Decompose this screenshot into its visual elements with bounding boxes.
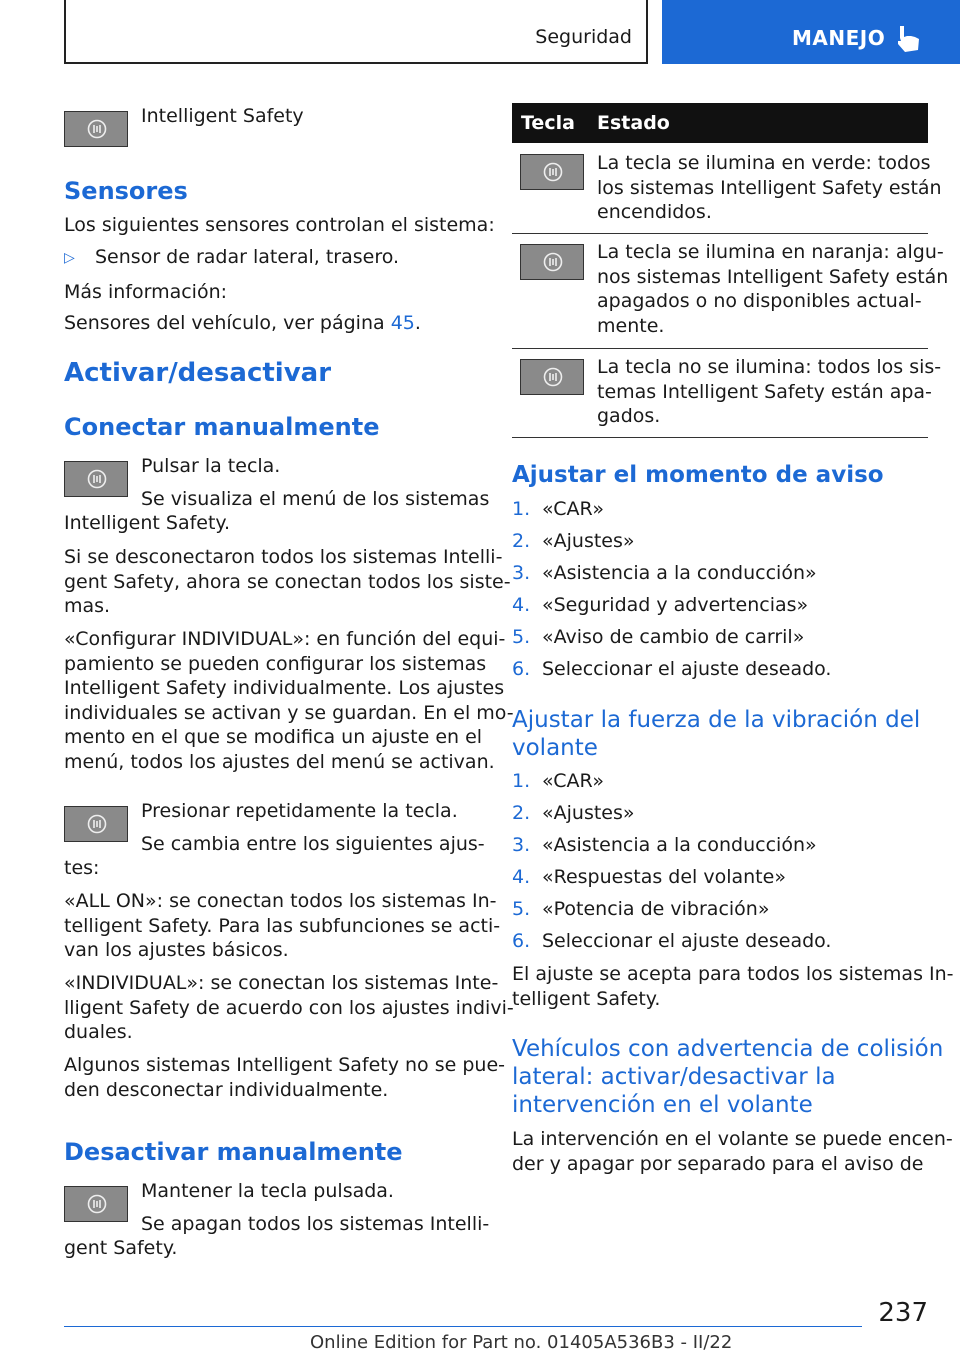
safety-key-icon [87, 469, 107, 489]
table-header [512, 103, 928, 143]
step-text: «Respuestas del volante» [542, 866, 786, 888]
heading-desactivar: Desactivar manualmente [64, 1138, 403, 1166]
chapter-tab-label: MANEJO [792, 26, 886, 50]
text-line: encendidos. [597, 201, 712, 223]
pointing-hand-icon [894, 24, 922, 54]
conectar-para2 [64, 627, 514, 774]
text-line: gent Safety, ahora se conectan todos los siste- [64, 570, 511, 593]
safety-key-icon [543, 162, 563, 182]
row-divider [512, 233, 928, 234]
safety-button-image [64, 806, 128, 842]
triangle-bullet-icon: ▷ [64, 250, 75, 266]
bullet-text: Sensor de radar lateral, trasero. [95, 246, 400, 268]
step-text: «Asistencia a la conducción» [542, 834, 817, 856]
step-number: 5. [512, 898, 531, 920]
step-text: «CAR» [542, 498, 605, 520]
step-text: «Ajustes» [542, 802, 635, 824]
text-line: La tecla se ilumina en naranja: algu- [597, 241, 944, 263]
intro-label: Intelligent Safety [141, 105, 304, 127]
conectar-line1: Pulsar la tecla. [141, 455, 281, 477]
heading-line: Ajustar la fuerza de la vibración del [512, 707, 921, 733]
row-divider [512, 437, 928, 438]
colision-text [512, 1127, 953, 1176]
text-line: apagados o no disponibles actual- [597, 290, 922, 312]
sensores-text: Los siguientes sensores controlan el sistema: [64, 214, 495, 236]
step-text: «Aviso de cambio de carril» [542, 626, 805, 648]
text-line: mente. [597, 314, 665, 337]
heading-conectar: Conectar manualmente [64, 413, 380, 441]
step-number: 3. [512, 834, 531, 856]
section-title: Seguridad [535, 26, 632, 48]
text-line: Intelligent Safety individualmente. Los ajustes [64, 677, 505, 699]
safety-button-image [520, 359, 584, 395]
sensores-ref [64, 311, 421, 336]
text-line: nos sistemas Intelligent Safety están [597, 265, 949, 288]
vibracion-note [512, 962, 954, 1011]
step-text: Seleccionar el ajuste deseado. [542, 930, 832, 952]
step-text: «Asistencia a la conducción» [542, 562, 817, 584]
step-text: «Ajustes» [542, 530, 635, 552]
ref-suffix: . [414, 312, 421, 334]
text-line: gados. [597, 405, 661, 427]
conectar-line5: Se cambia entre los siguientes ajus- [141, 833, 485, 855]
conectar-para4 [64, 971, 514, 1045]
text-line: individuales se activan y se guardan. En el mo- [64, 701, 514, 724]
heading-line: lateral: activar/desactivar la [512, 1064, 836, 1090]
safety-button-image [64, 1186, 128, 1222]
text-line: telligent Safety. Para las subfunciones se acti- [64, 914, 501, 937]
column-header-tecla: Tecla [521, 112, 575, 134]
text-line: duales. [64, 1021, 133, 1043]
text-line: «INDIVIDUAL»: se conectan los sistemas Inte- [64, 972, 499, 994]
heading-line: intervención en el volante [512, 1092, 813, 1118]
text-line: van los ajustes básicos. [64, 939, 289, 961]
heading-colision [512, 1035, 943, 1119]
text-line: mas. [64, 595, 111, 617]
safety-button-image [520, 244, 584, 280]
footer-divider [64, 1326, 862, 1327]
heading-aviso: Ajustar el momento de aviso [512, 462, 884, 488]
text-line: lligent Safety de acuerdo con los ajustes indivi- [64, 996, 514, 1019]
intelligent-safety-button-image [64, 111, 128, 147]
footer-edition: Online Edition for Part no. 01405A536B3 - II/22 [310, 1332, 733, 1353]
ref-prefix: Sensores del vehículo, ver página [64, 312, 391, 334]
text-line: der y apagar por separado para el aviso de [512, 1152, 924, 1175]
text-line: «Configurar INDIVIDUAL»: en función del equi- [64, 628, 506, 650]
column-header-estado: Estado [597, 112, 670, 134]
vibracion-steps-list [512, 769, 932, 969]
heading-sensores: Sensores [64, 177, 188, 205]
text-line: telligent Safety. [512, 987, 661, 1010]
row-divider [512, 348, 928, 349]
safety-button-image [64, 461, 128, 497]
conectar-line6: tes: [64, 857, 100, 879]
text-line: La tecla se ilumina en verde: todos [597, 152, 931, 174]
chapter-tab[interactable] [662, 0, 960, 64]
text-line: den desconectar individualmente. [64, 1078, 389, 1101]
text-line: La tecla no se ilumina: todos los sis- [597, 356, 942, 378]
text-line: Si se desconectaron todos los sistemas Intelli- [64, 546, 503, 568]
conectar-para3 [64, 889, 500, 963]
page-number: 237 [878, 1298, 928, 1328]
step-number: 1. [512, 498, 531, 520]
conectar-line4: Presionar repetidamente la tecla. [141, 800, 458, 822]
heading-line: Vehículos con advertencia de colisión [512, 1036, 944, 1062]
page-link[interactable]: 45 [390, 312, 415, 334]
row-state-text [597, 151, 942, 225]
heading-activar: Activar/desactivar [64, 358, 332, 388]
safety-key-icon [87, 1194, 107, 1214]
step-number: 4. [512, 594, 531, 616]
text-line: menú, todos los ajustes del menú se activan. [64, 750, 495, 773]
step-number: 5. [512, 626, 531, 648]
step-number: 2. [512, 802, 531, 824]
more-info: Más información: [64, 281, 228, 303]
desactivar-line1: Mantener la tecla pulsada. [141, 1180, 394, 1202]
desactivar-line3: gent Safety. [64, 1237, 178, 1259]
safety-key-icon [543, 367, 563, 387]
step-text: «Seguridad y advertencias» [542, 594, 809, 616]
text-line: El ajuste se acepta para todos los sistemas In- [512, 963, 954, 985]
step-number: 4. [512, 866, 531, 888]
conectar-line3: Intelligent Safety. [64, 512, 231, 534]
safety-button-image [520, 154, 584, 190]
header-section-box [64, 0, 648, 64]
step-text: Seleccionar el ajuste deseado. [542, 658, 832, 680]
step-number: 3. [512, 562, 531, 584]
text-line: La intervención en el volante se puede encen- [512, 1128, 953, 1150]
conectar-para1 [64, 545, 511, 619]
conectar-para5 [64, 1053, 505, 1102]
text-line: Algunos sistemas Intelligent Safety no se pue- [64, 1054, 505, 1076]
step-number: 6. [512, 930, 531, 952]
text-line: mento en el que se modifica un ajuste en el [64, 726, 483, 748]
heading-vibracion [512, 706, 920, 762]
aviso-steps-list [512, 497, 932, 697]
safety-key-icon [87, 814, 107, 834]
conectar-line2: Se visualiza el menú de los sistemas [141, 488, 490, 510]
text-line: temas Intelligent Safety están apa- [597, 380, 932, 403]
text-line: los sistemas Intelligent Safety están [597, 176, 942, 199]
step-text: «Potencia de vibración» [542, 898, 770, 920]
text-line: «ALL ON»: se conectan todos los sistemas In- [64, 890, 497, 912]
step-text: «CAR» [542, 770, 605, 792]
text-line: pamiento se pueden configurar los sistemas [64, 652, 487, 675]
row-state-text [597, 355, 941, 429]
step-number: 2. [512, 530, 531, 552]
safety-key-icon [87, 119, 107, 139]
heading-line: volante [512, 735, 598, 761]
step-number: 1. [512, 770, 531, 792]
row-state-text [597, 240, 948, 338]
step-number: 6. [512, 658, 531, 680]
safety-key-icon [543, 252, 563, 272]
desactivar-line2: Se apagan todos los sistemas Intelli- [141, 1213, 490, 1235]
